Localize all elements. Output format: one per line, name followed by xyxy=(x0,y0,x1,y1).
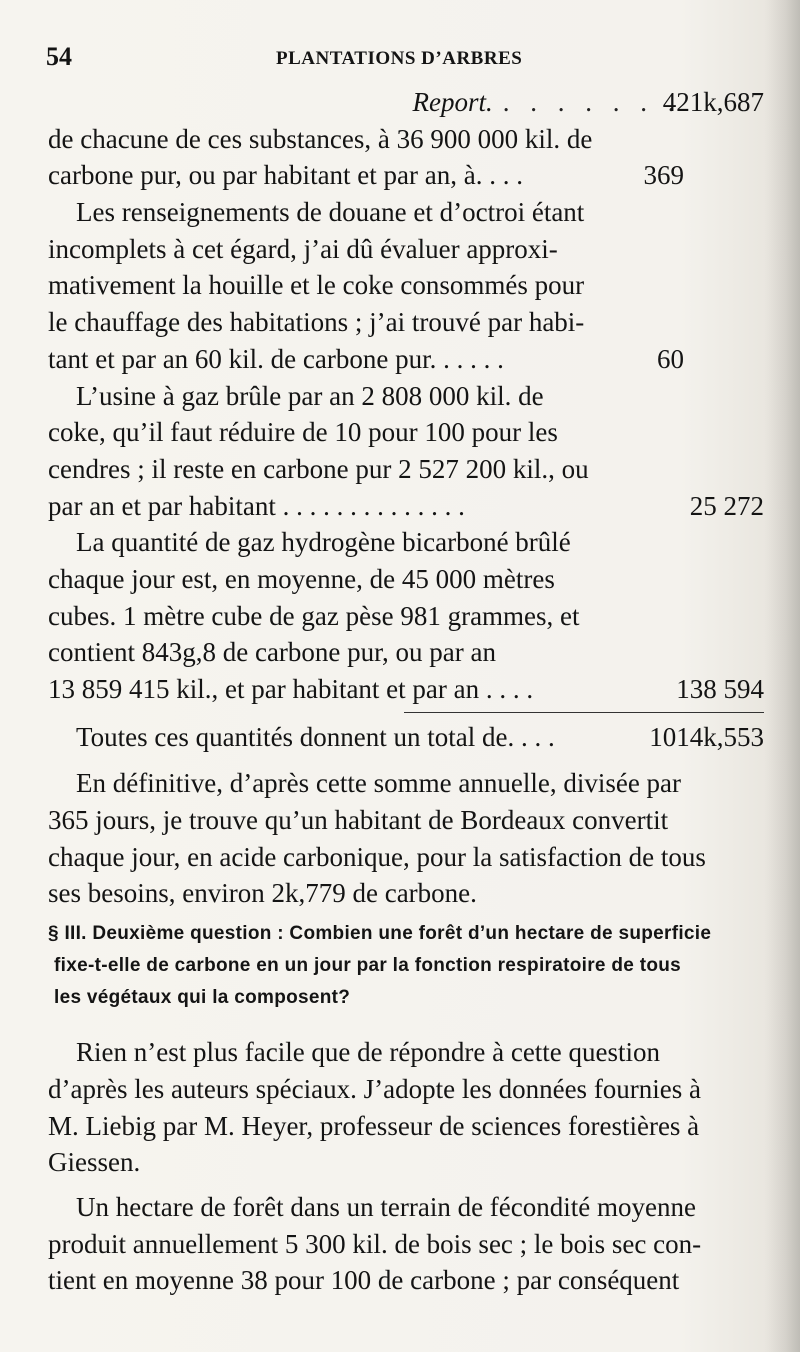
line-text: tant et par an 60 kil. de carbone pur. . . . . . xyxy=(48,343,504,374)
section-heading xyxy=(48,918,764,1014)
text-line: incomplets à cet égard, j’ai dû évaluer approxi- xyxy=(48,233,558,264)
total-line xyxy=(48,719,764,756)
line-value: 369 xyxy=(643,160,684,191)
text-line-with-value xyxy=(48,157,764,194)
page-edge-shadow xyxy=(764,0,800,1352)
section-line: § III. Deuxième question : Combien une forêt d’un hectare de superficie xyxy=(48,923,712,945)
text-line: contient 843g,8 de carbone pur, ou par an xyxy=(48,637,497,668)
text-line: M. Liebig par M. Heyer, professeur de sciences forestières à xyxy=(48,1110,700,1141)
text-line: La quantité de gaz hydrogène bicarboné brûlé xyxy=(76,527,571,558)
line-value: 25 272 xyxy=(689,490,764,521)
total-rule xyxy=(404,712,764,713)
spacer xyxy=(48,1181,764,1189)
section-line: fixe-t-elle de carbone en un jour par la fonction respiratoire de tous xyxy=(54,955,681,977)
text-line: d’après les auteurs spéciaux. J’adopte les données fournies à xyxy=(48,1073,702,1104)
text-line: chaque jour, en acide carbonique, pour la satisfaction de tous xyxy=(48,841,706,872)
text-line: cendres ; il reste en carbone pur 2 527 200 kil., ou xyxy=(48,453,589,484)
text-line: Un hectare de forêt dans un terrain de fécondité moyenne xyxy=(76,1191,696,1222)
line-text: 13 859 415 kil., et par habitant et par an . . . . xyxy=(48,674,534,704)
running-title: PLANTATIONS D’ARBRES xyxy=(276,48,523,69)
page-body xyxy=(48,84,764,1299)
text-line: le chauffage des habitations ; j’ai trouvé par habi- xyxy=(48,307,585,338)
text-line-with-value xyxy=(48,488,764,525)
text-line-with-value xyxy=(48,341,764,378)
spacer xyxy=(48,1014,764,1034)
text-line: Giessen. xyxy=(48,1147,141,1178)
report-value: 421k,687 xyxy=(662,87,764,117)
text-line: coke, qu’il faut réduire de 10 pour 100 pour les xyxy=(48,417,558,448)
text-line: L’usine à gaz brûle par an 2 808 000 kil. de xyxy=(76,380,544,411)
text-line: chaque jour est, en moyenne, de 45 000 mètres xyxy=(48,563,555,594)
section-line: les végétaux qui la composent? xyxy=(54,987,351,1009)
page-number: 54 xyxy=(46,42,72,71)
line-value: 138 594 xyxy=(676,674,764,704)
leader-dots: . . . . . . . xyxy=(502,87,682,117)
line-value: 60 xyxy=(657,343,684,374)
spacer xyxy=(48,755,764,765)
total-text: Toutes ces quantités donnent un total de. . . . xyxy=(76,721,555,752)
page-header xyxy=(46,40,762,74)
text-line: produit annuellement 5 300 kil. de bois sec ; le bois sec con- xyxy=(48,1228,702,1259)
line-text: par an et par habitant . . . . . . . . . . . . . . xyxy=(48,490,465,521)
report-label: Report. xyxy=(412,87,493,117)
text-line: mativement la houille et le coke consommés pour xyxy=(48,270,585,301)
text-line: 365 jours, je trouve qu’un habitant de Bordeaux convertit xyxy=(48,805,669,836)
report-line xyxy=(48,84,764,121)
text-line-with-value xyxy=(48,671,764,708)
text-line: tient en moyenne 38 pour 100 de carbone ; par conséquent xyxy=(48,1265,680,1296)
text-line: Les renseignements de douane et d’octroi étant xyxy=(76,197,585,228)
text-line: Rien n’est plus facile que de répondre à cette question xyxy=(76,1037,661,1068)
text-line: En définitive, d’après cette somme annuelle, divisée par xyxy=(76,768,682,799)
text-line: de chacune de ces substances, à 36 900 000 kil. de xyxy=(48,123,593,154)
text-line: cubes. 1 mètre cube de gaz pèse 981 grammes, et xyxy=(48,600,580,631)
total-value: 1014k,553 xyxy=(649,721,764,752)
text-line: ses besoins, environ 2k,779 de carbone. xyxy=(48,878,477,909)
line-text: carbone pur, ou par habitant et par an, à. . . . xyxy=(48,160,523,191)
